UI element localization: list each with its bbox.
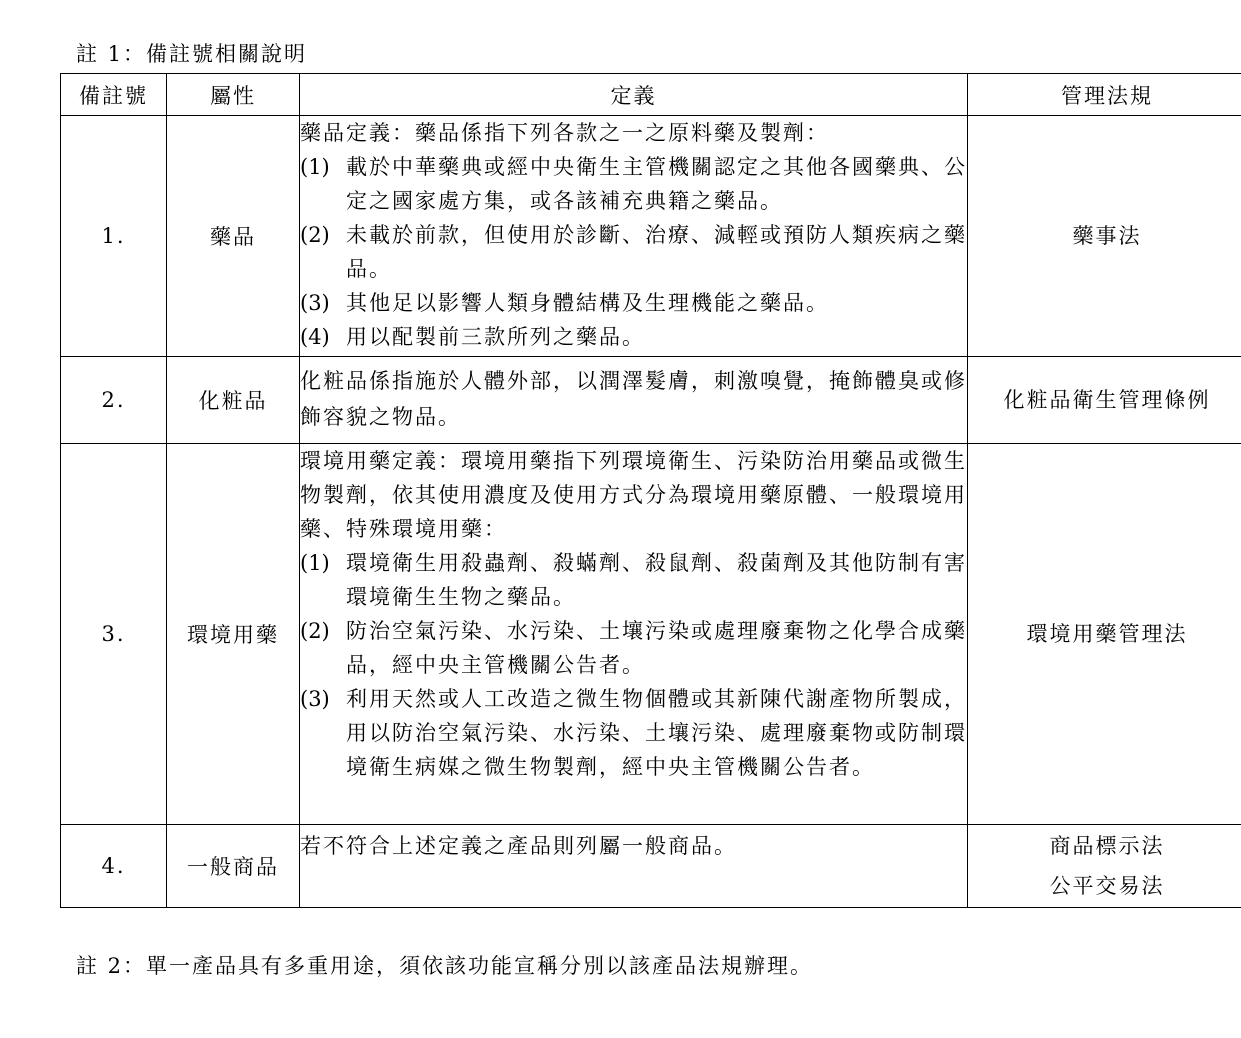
header-definition: 定義	[300, 74, 968, 116]
item-number: (1)	[300, 551, 330, 575]
item-number: (2)	[300, 619, 330, 643]
item-text: 環境衛生用殺蟲劑、殺蟎劑、殺鼠劑、殺菌劑及其他防制有害環境衛生生物之藥品。	[346, 551, 967, 609]
row-attribute: 化粧品	[167, 357, 300, 444]
definition-intro: 環境用藥定義：環境用藥指下列環境衛生、污染防治用藥品或微生物製劑，依其使用濃度及使用方式分為環境用藥原體、一般環境用藥、特殊環境用藥：	[300, 449, 967, 541]
regulation-name: 化粧品衛生管理條例	[1003, 388, 1211, 412]
row-number: 2.	[61, 357, 167, 444]
item-text: 未載於前款，但使用於診斷、治療、減輕或預防人類疾病之藥品。	[346, 223, 967, 281]
item-text: 其他足以影響人類身體結構及生理機能之藥品。	[346, 291, 829, 315]
row-number: 4.	[61, 825, 167, 908]
item-number: (4)	[300, 325, 330, 349]
definition-intro: 藥品定義：藥品係指下列各款之一之原料藥及製劑：	[300, 121, 829, 145]
header-regulation: 管理法規	[968, 74, 1241, 116]
row-attribute: 一般商品	[167, 825, 300, 908]
regulation-name: 環境用藥管理法	[1026, 622, 1188, 646]
row-definition	[300, 825, 968, 908]
note-1-title: 註 1：備註號相關說明	[76, 42, 308, 66]
item-number: (3)	[300, 687, 330, 711]
note-2-text: 註 2：單一產品具有多重用途，須依該功能宣稱分別以該產品法規辦理。	[76, 954, 814, 978]
item-number: (3)	[300, 291, 330, 315]
table-row	[61, 357, 1241, 444]
table-row	[61, 825, 1241, 908]
definition-intro: 化粧品係指施於人體外部，以潤澤髮膚，刺激嗅覺，掩飾體臭或修飾容貌之物品。	[300, 369, 967, 429]
row-definition	[300, 357, 968, 444]
row-regulation	[968, 357, 1241, 444]
row-regulation	[968, 116, 1241, 357]
item-text: 載於中華藥典或經中央衛生主管機關認定之其他各國藥典、公定之國家處方集，或各該補充典籍之藥品。	[346, 155, 967, 213]
item-number: (1)	[300, 155, 330, 179]
row-attribute: 藥品	[167, 116, 300, 357]
definition-intro: 若不符合上述定義之產品則列屬一般商品。	[300, 834, 737, 858]
item-text: 利用天然或人工改造之微生物個體或其新陳代謝產物所製成，用以防治空氣污染、水污染、土壤污染、處理廢棄物或防制環境衛生病媒之微生物製劑，經中央主管機關公告者。	[346, 687, 967, 779]
table-header-row	[61, 74, 1241, 116]
row-definition	[300, 116, 968, 357]
item-text: 防治空氣污染、水污染、土壤污染或處理廢棄物之化學合成藥品，經中央主管機關公告者。	[346, 619, 967, 677]
definitions-table	[60, 73, 1241, 908]
row-number: 1.	[61, 116, 167, 357]
regulation-name: 公平交易法	[1049, 874, 1165, 898]
item-number: (2)	[300, 223, 330, 247]
regulation-name: 藥事法	[1072, 224, 1142, 248]
item-text: 用以配製前三款所列之藥品。	[346, 325, 645, 349]
row-attribute: 環境用藥	[167, 444, 300, 825]
row-number: 3.	[61, 444, 167, 825]
regulation-name: 商品標示法	[1049, 834, 1165, 858]
table-row	[61, 116, 1241, 357]
list-item	[300, 150, 967, 218]
header-attribute: 屬性	[167, 74, 300, 116]
list-item	[300, 320, 967, 354]
row-definition	[300, 444, 968, 825]
list-item	[300, 218, 967, 286]
list-item	[300, 286, 967, 320]
row-regulation	[968, 825, 1241, 908]
header-note-number: 備註號	[61, 74, 167, 116]
table-row	[61, 444, 1241, 825]
list-item	[300, 546, 967, 614]
list-item	[300, 682, 967, 784]
row-regulation	[968, 444, 1241, 825]
list-item	[300, 614, 967, 682]
